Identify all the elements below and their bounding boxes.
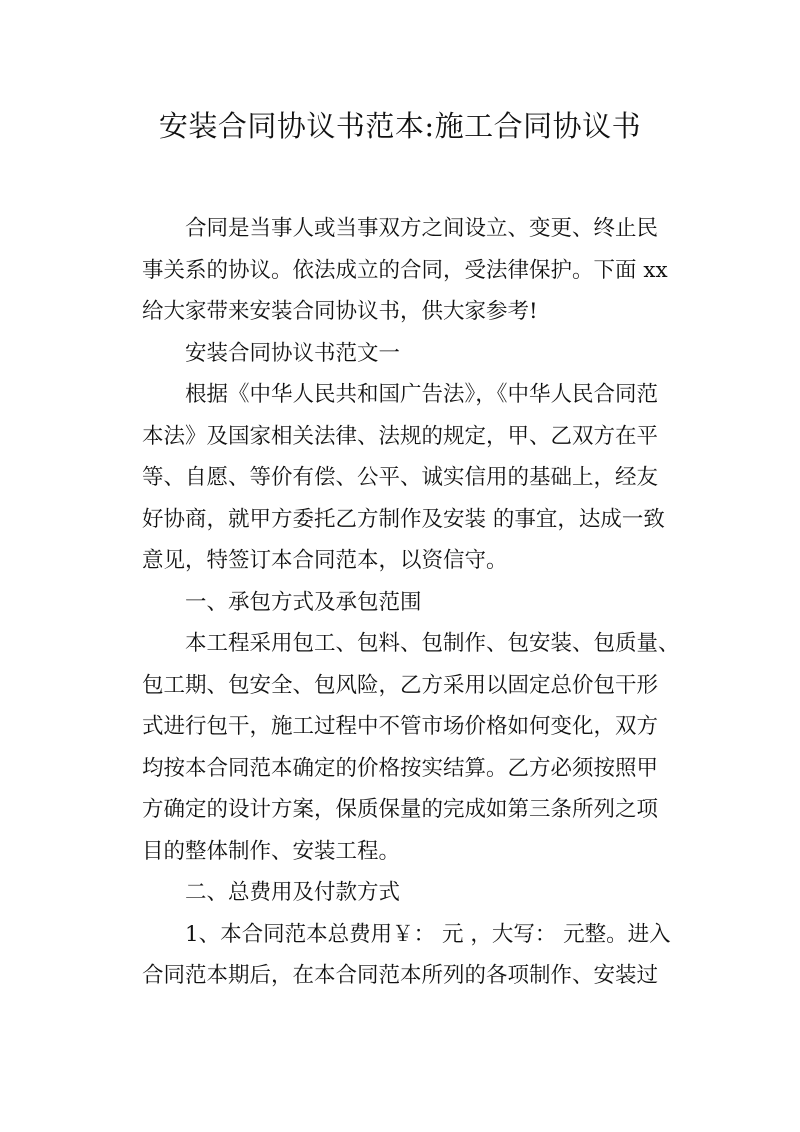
section-heading-sample-one: 安装合同协议书范文一	[185, 340, 401, 366]
paragraph-scope-line-5: 方确定的设计方案，保质保量的完成如第三条所列之项	[142, 797, 659, 822]
paragraph-scope-line-4: 均按本合同范本确定的价格按实结算。乙方必须按照甲	[142, 755, 659, 781]
paragraph-basis-line-3: 等、自愿、等价有偿、公平、诚实信用的基础上，经友	[142, 465, 659, 490]
paragraph-scope-line-3: 式进行包干，施工过程中不管市场价格如何变化，双方	[142, 714, 659, 739]
paragraph-scope-line-6: 目的整体制作、安装工程。	[142, 838, 401, 864]
section-heading-contract-scope: 一、承包方式及承包范围	[185, 589, 422, 615]
document-body	[142, 208, 680, 997]
paragraph-basis-line-2: 本法》及国家相关法律、法规的规定，甲、乙双方在平	[142, 423, 659, 449]
paragraph-intro-line-2: 事关系的协议。依法成立的合同，受法律保护。下面 xx	[142, 257, 668, 283]
section-heading-payment: 二、总费用及付款方式	[185, 880, 401, 905]
paragraph-payment-line-1: 1、本合同范本总费用￥： 元 ，大写： 元整。进入	[185, 921, 671, 947]
paragraph-basis-line-5: 意见，特签订本合同范本，以资信守。	[142, 548, 508, 573]
paragraph-scope-line-1: 本工程采用包工、包料、包制作、包安装、包质量、	[185, 631, 680, 656]
paragraph-intro-line-1: 合同是当事人或当事双方之间设立、变更、终止民	[185, 216, 659, 241]
paragraph-intro-line-3: 给大家带来安装合同协议书，供大家参考!	[142, 299, 538, 324]
paragraph-scope-line-2: 包工期、包安全、包风险，乙方采用以固定总价包干形	[142, 672, 659, 698]
paragraph-payment-line-2: 合同范本期后，在本合同范本所列的各项制作、安装过	[142, 963, 659, 988]
document-title: 安装合同协议书范本:施工合同协议书	[158, 109, 642, 143]
paragraph-basis-line-4: 好协商，就甲方委托乙方制作及安装 的事宜，达成一致	[142, 506, 665, 532]
paragraph-basis-line-1: 根据《中华人民共和国广告法》，《中华人民合同范	[185, 382, 659, 407]
